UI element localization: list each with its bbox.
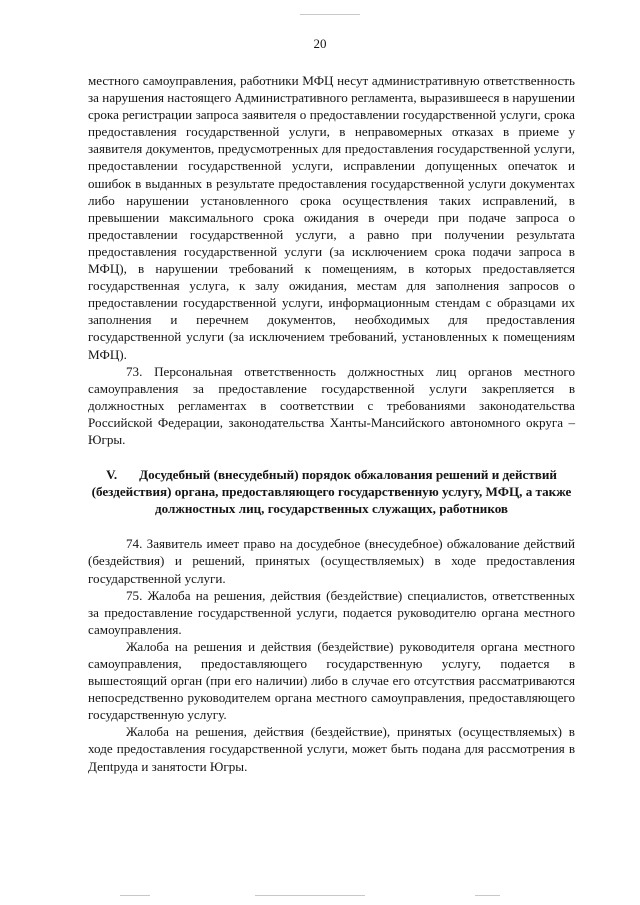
scan-artifact xyxy=(120,895,150,896)
section-number: V. xyxy=(106,467,118,483)
scan-artifact xyxy=(475,895,500,896)
scan-artifact xyxy=(300,14,360,15)
scan-artifact xyxy=(255,895,365,896)
document-body xyxy=(88,72,575,775)
section-title: Досудебный (внесудебный) порядок обжалования решений и действий (бездействия) органа, предоставляющего государственную услугу, МФЦ, а также должностных лиц, государственных служащих, работников xyxy=(91,467,572,517)
paragraph-74: 74. Заявитель имеет право на досудебное (внесудебное) обжалование действий (бездействия) и решений, принятых (осуществляемых) в ходе предоставления государственной услуги. xyxy=(88,536,575,586)
paragraph: местного самоуправления, работники МФЦ несут административную ответственность за нарушения настоящего Административного регламента, выразившееся в нарушении срока регистрации запроса заявителя о предоставлении государственной услуги, срока предоставления государственной услуги, в неправомерных отказах в приеме у заявителя документов, предусмотренных для предоставления государственной услуги, предоставлении государственной услуги, исправлении допущенных опечаток и ошибок в выданных в результате предоставления государственной услуги документах либо нарушении установленного срока осуществления таких исправлений, в превышении максимального срока ожидания в очереди при подаче запроса о предоставлении государственной услуги, а равно при получении результата предоставления государственной услуги (за исключением срока подачи запроса в МФЦ), в нарушении требований к помещениям, в которых предоставляется государственная услуга, к залу ожидания, местам для заполнения запросов о предоставлении государственной услуги, информационным стендам с образцами их заполнения и перечнем документов, необходимых для предоставления государственной услуги (за исключением требований, установленных к помещениям МФЦ). xyxy=(88,73,575,362)
section-heading xyxy=(88,466,575,517)
paragraph-73: 73. Персональная ответственность должностных лиц органов местного самоуправления за предоставление государственной услуги закрепляется в должностных регламентах в соответствии с требованиями законодательства Российской Федерации, законодательства Ханты-Мансийского автономного округа – Югры. xyxy=(88,363,575,447)
paragraph-75: 75. Жалоба на решения, действия (бездействие) специалистов, ответственных за предоставление государственной услуги, подается руководителю органа местного самоуправления. xyxy=(88,587,575,637)
paragraph: Жалоба на решения и действия (бездействие) руководителя органа местного самоуправления, предоставляющего государственную услугу, подается в вышестоящий орган (при его наличии) либо в случае его отсутствия рассматриваются непосредственно руководителем органа местного самоуправления, предоставляющего государственную услугу. xyxy=(88,638,575,723)
page-number: 20 xyxy=(313,36,327,51)
paragraph: Жалоба на решения, действия (бездействие), принятых (осуществляемых) в ходе предоставления государственной услуги, может быть подана для рассмотрения в Депtруда и занятости Югры. xyxy=(88,724,575,774)
